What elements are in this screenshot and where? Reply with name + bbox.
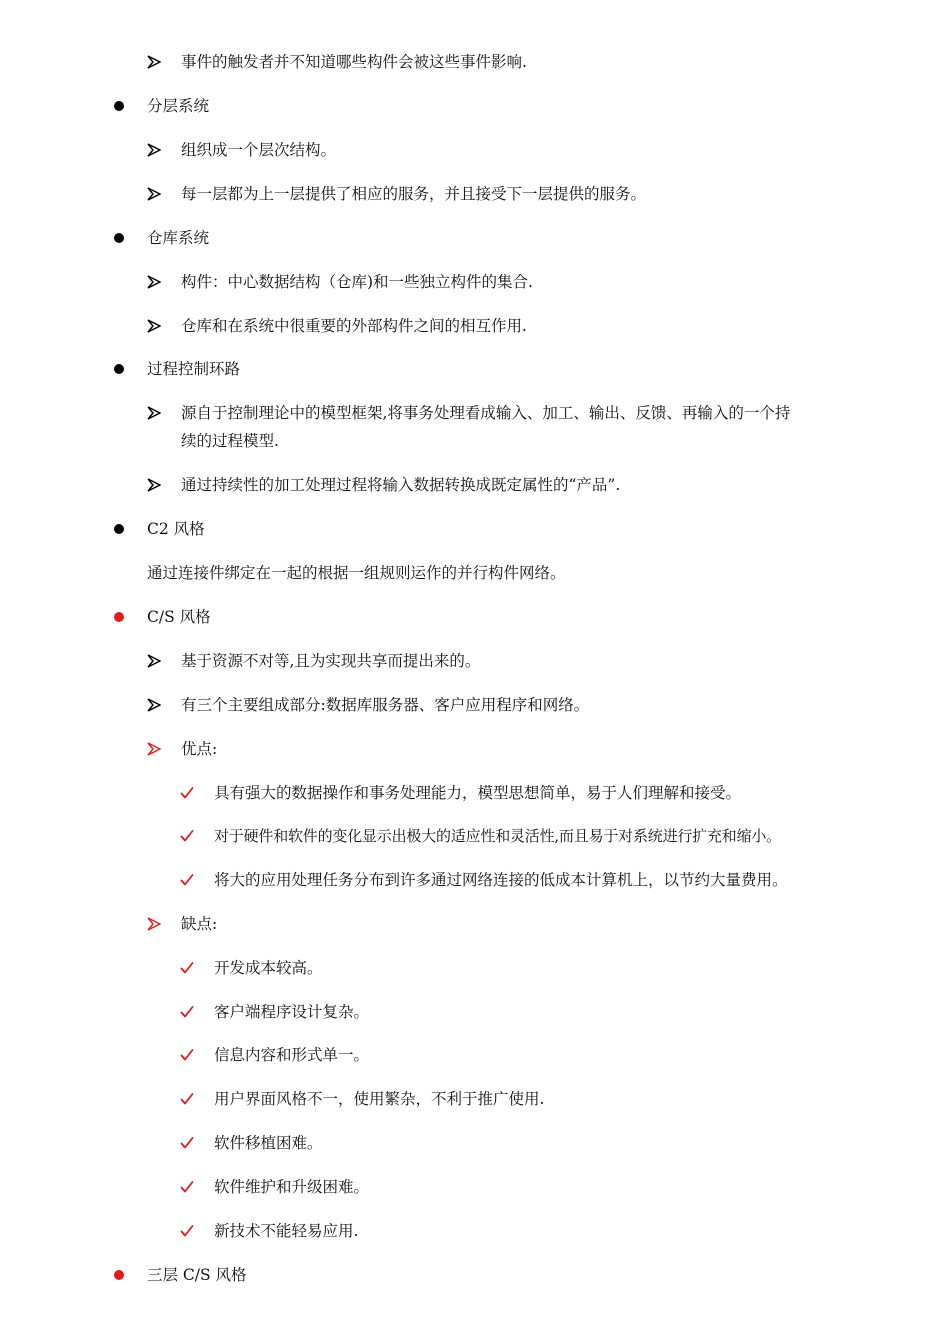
section-heading-text: 过程控制环路 <box>147 360 241 378</box>
arrow-bullet-icon <box>147 478 161 492</box>
checkmark-icon <box>180 1224 194 1238</box>
checkmark-icon <box>180 1092 194 1106</box>
section-heading-text: 仓库系统 <box>147 229 210 247</box>
list-item-text: 有三个主要组成部分:数据库服务器、客户应用程序和网络。 <box>181 696 590 714</box>
check-item-text: 将大的应用处理任务分布到许多通过网络连接的低成本计算机上，以节约大量费用。 <box>214 871 788 889</box>
arrow-bullet-icon <box>147 187 161 201</box>
check-item-text: 用户界面风格不一，使用繁杂，不利于推广使用. <box>214 1090 545 1108</box>
list-item-text: 续的过程模型. <box>181 432 279 450</box>
checkmark-icon <box>180 1005 194 1019</box>
list-item-text: 组织成一个层次结构。 <box>181 141 337 159</box>
arrow-bullet-icon <box>147 698 161 712</box>
checkmark-icon <box>180 1180 194 1194</box>
section-heading-text: C2 风格 <box>147 520 205 538</box>
checkmark-icon <box>180 1136 194 1150</box>
list-item-text: 通过持续性的加工处理过程将输入数据转换成既定属性的“产品”. <box>181 476 621 494</box>
checkmark-icon <box>180 786 194 800</box>
check-item-text: 软件维护和升级困难。 <box>214 1178 370 1196</box>
list-item-text: 每一层都为上一层提供了相应的服务，并且接受下一层提供的服务。 <box>181 185 647 203</box>
list-item-text: 事件的触发者并不知道哪些构件会被这些事件影响. <box>181 53 527 71</box>
arrow-bullet-icon <box>147 55 161 69</box>
arrow-bullet-icon <box>147 654 161 668</box>
paragraph-text: 通过连接件绑定在一起的根据一组规则运作的并行构件网络。 <box>147 564 566 582</box>
bullet-dot-icon <box>114 233 124 243</box>
list-item-text: 基于资源不对等,且为实现共享而提出来的。 <box>181 652 481 670</box>
arrow-bullet-icon <box>147 275 161 289</box>
arrow-bullet-icon <box>147 319 161 333</box>
checkmark-icon <box>180 873 194 887</box>
check-item-text: 开发成本较高。 <box>214 959 323 977</box>
bullet-dot-icon <box>114 1270 124 1280</box>
list-item-text: 缺点: <box>181 915 218 933</box>
check-item-text: 信息内容和形式单一。 <box>214 1046 370 1064</box>
check-item-text: 新技术不能轻易应用. <box>214 1222 359 1240</box>
check-item-text: 客户端程序设计复杂。 <box>214 1003 370 1021</box>
section-heading-text: 三层 C/S 风格 <box>147 1266 247 1284</box>
section-heading-text: C/S 风格 <box>147 608 211 626</box>
list-item-text: 仓库和在系统中很重要的外部构件之间的相互作用. <box>181 317 527 335</box>
arrow-bullet-icon <box>147 406 161 420</box>
checkmark-icon <box>180 829 194 843</box>
bullet-dot-icon <box>114 524 124 534</box>
checkmark-icon <box>180 1048 194 1062</box>
check-item-text: 软件移植困难。 <box>214 1134 323 1152</box>
section-heading-text: 分层系统 <box>147 97 210 115</box>
list-item-text: 源自于控制理论中的模型框架,将事务处理看成输入、加工、输出、反馈、再输入的一个持 <box>181 404 791 422</box>
check-item-text: 对于硬件和软件的变化显示出极大的适应性和灵活性,而且易于对系统进行扩充和缩小。 <box>214 827 781 845</box>
arrow-bullet-icon <box>147 742 161 756</box>
checkmark-icon <box>180 961 194 975</box>
bullet-dot-icon <box>114 612 124 622</box>
bullet-dot-icon <box>114 101 124 111</box>
arrow-bullet-icon <box>147 143 161 157</box>
list-item-text: 优点: <box>181 740 218 758</box>
list-item-text: 构件：中心数据结构（仓库)和一些独立构件的集合. <box>181 273 533 291</box>
arrow-bullet-icon <box>147 917 161 931</box>
bullet-dot-icon <box>114 364 124 374</box>
check-item-text: 具有强大的数据操作和事务处理能力，模型思想简单，易于人们理解和接受。 <box>214 784 742 802</box>
